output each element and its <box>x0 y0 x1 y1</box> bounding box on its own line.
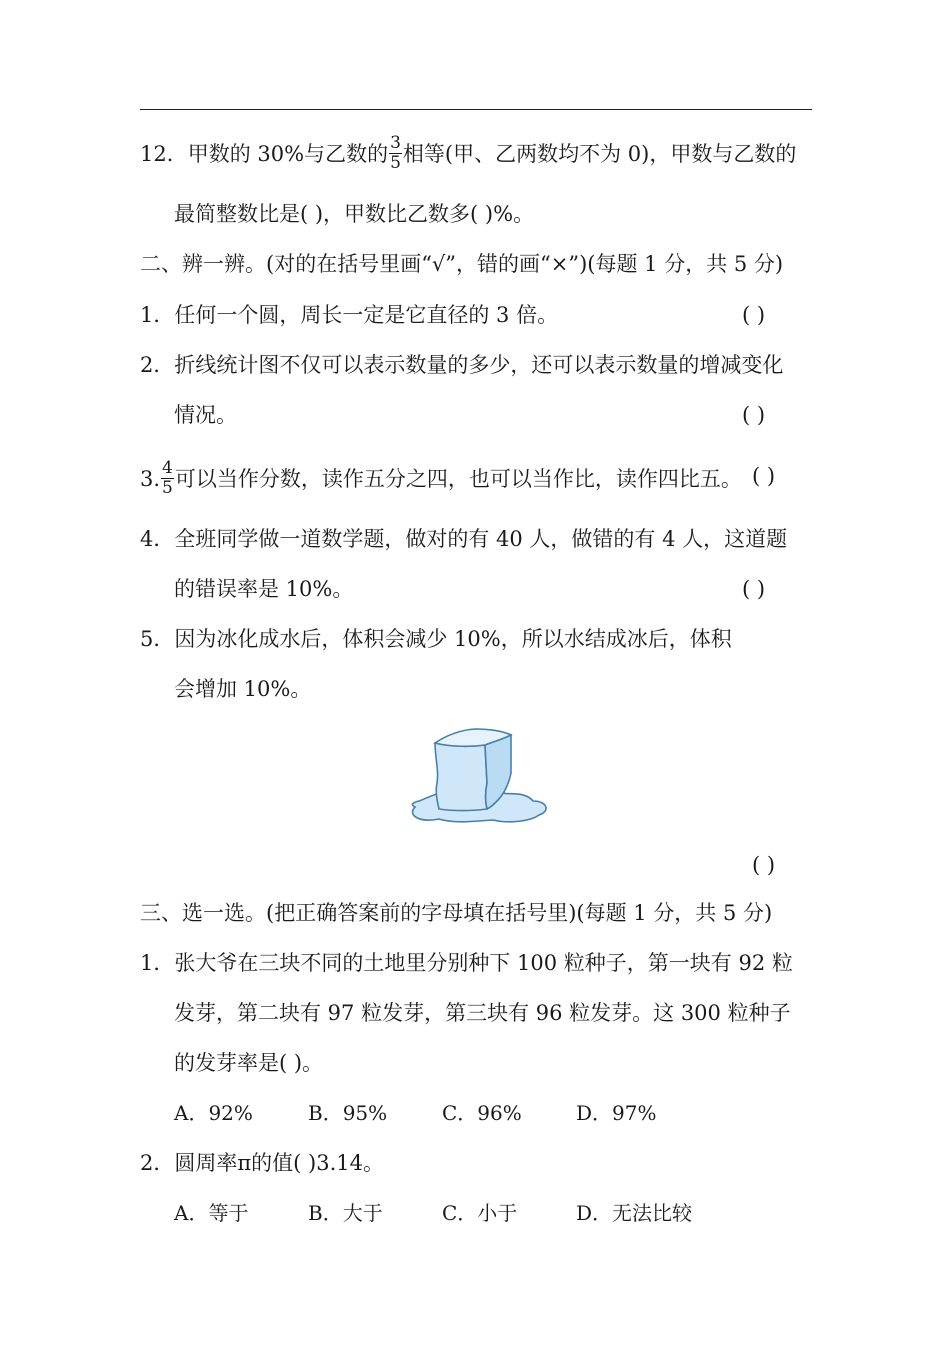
judge-item-4-line1: 4．全班同学做一道数学题，做对的有 40 人，做错的有 4 人，这道题 <box>140 527 788 551</box>
q12-fraction-denominator: 5 <box>390 153 401 173</box>
judge-item-3-pre: 3. <box>140 467 161 491</box>
choice-q2-line1: 2．圆周率π的值( )3.14。 <box>140 1151 384 1175</box>
judge-item-3-post: 可以当作分数，读作五分之四，也可以当作比，读作四比五。 <box>174 467 742 491</box>
judge-item-2-line2: 情况。 <box>174 403 237 427</box>
judge-item-4-line2: 的错误率是 10%。 <box>174 577 354 601</box>
section3-heading: 三、选一选。(把正确答案前的字母填在括号里)(每题 1 分，共 5 分) <box>140 901 773 925</box>
judge-item-2-line1: 2．折线统计图不仅可以表示数量的多少，还可以表示数量的增减变化 <box>140 353 784 377</box>
judge-answer-bracket-2[interactable]: ( ) <box>742 403 766 427</box>
judge-answer-bracket-1[interactable]: ( ) <box>742 303 766 327</box>
q12-fraction <box>389 135 402 172</box>
judge-answer-bracket-3[interactable]: ( ) <box>752 464 776 488</box>
judge-answer-bracket-4[interactable]: ( ) <box>742 577 766 601</box>
choice-q1-line1: 1．张大爷在三块不同的土地里分别种下 100 粒种子，第一块有 92 粒 <box>140 951 793 975</box>
choice-q1-option-c[interactable]: C．96% <box>442 1101 522 1125</box>
q12-fraction-numerator: 3 <box>390 133 401 153</box>
choice-q2-option-b[interactable]: B．大于 <box>308 1201 383 1225</box>
judge-item-3-fraction-numerator: 4 <box>162 458 173 478</box>
choice-q1-line2: 发芽，第二块有 97 粒发芽，第三块有 96 粒发芽。这 300 粒种子 <box>174 1001 791 1025</box>
q12-text-pre: 12．甲数的 30%与乙数的 <box>140 142 389 166</box>
choice-q2-option-a[interactable]: A．等于 <box>174 1201 249 1225</box>
q12-text-post: 相等(甲、乙两数均不为 0)，甲数与乙数的 <box>402 142 797 166</box>
judge-item-3-fraction-denominator: 5 <box>162 478 173 498</box>
choice-q1-option-d[interactable]: D．97% <box>576 1101 657 1125</box>
judge-item-1: 1．任何一个圆，周长一定是它直径的 3 倍。 <box>140 303 559 327</box>
choice-q2-option-d[interactable]: D．无法比较 <box>576 1201 693 1225</box>
melting-ice-cube-icon <box>405 725 550 827</box>
header-rule <box>140 109 812 110</box>
choice-q1-line3: 的发芽率是( )。 <box>174 1051 324 1075</box>
judge-item-3 <box>140 458 742 499</box>
ice-cube-front <box>435 743 487 811</box>
section2-heading: 二、辨一辨。(对的在括号里画“√”，错的画“×”)(每题 1 分，共 5 分) <box>140 252 784 276</box>
q12-line2: 最简整数比是( )，甲数比乙数多( )%。 <box>174 202 535 226</box>
judge-item-5-line2: 会增加 10%。 <box>174 677 312 701</box>
judge-item-3-fraction <box>161 460 174 497</box>
choice-q1-option-a[interactable]: A．92% <box>174 1101 253 1125</box>
judge-answer-bracket-5[interactable]: ( ) <box>752 853 776 877</box>
choice-q2-option-c[interactable]: C．小于 <box>442 1201 518 1225</box>
q12-line1 <box>140 133 797 174</box>
choice-q1-option-b[interactable]: B．95% <box>308 1101 388 1125</box>
judge-item-5-line1: 5．因为冰化成水后，体积会减少 10%，所以水结成冰后，体积 <box>140 627 732 651</box>
